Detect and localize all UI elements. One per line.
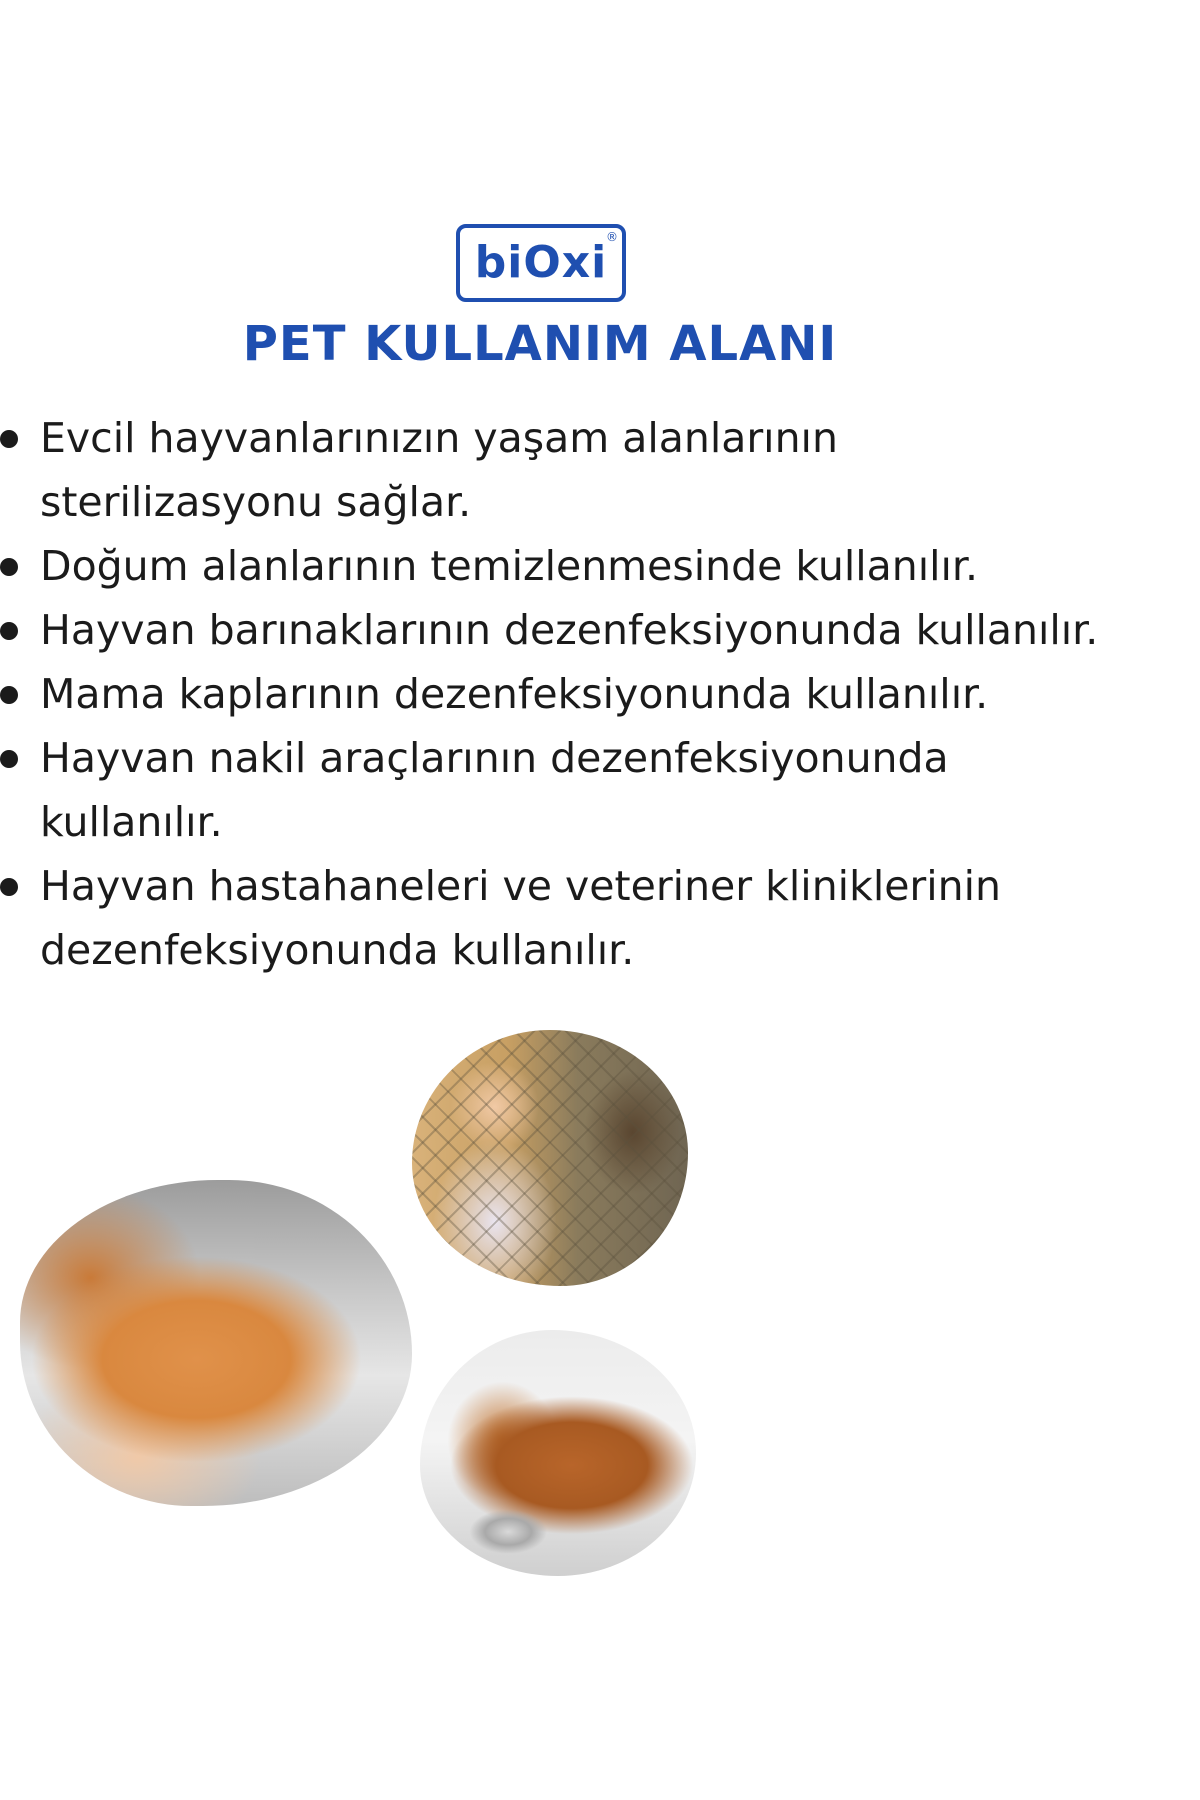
cat-photo	[20, 1180, 412, 1506]
bullet-icon	[0, 750, 18, 768]
list-item-line: Hayvan hastahaneleri ve veteriner kliniklerinin	[40, 862, 1002, 910]
brand-logo-text: biOxi	[474, 237, 608, 288]
brand-logo	[456, 224, 626, 302]
list-item-line: kullanılır.	[40, 798, 223, 846]
list-item-line: Mama kaplarının dezenfeksiyonunda kullanılır.	[40, 670, 989, 718]
usage-list	[0, 406, 1200, 982]
list-item-line: Doğum alanlarının temizlenmesinde kullanılır.	[40, 542, 979, 590]
bullet-icon	[0, 622, 18, 640]
bullet-icon	[0, 878, 18, 896]
list-item-line: dezenfeksiyonunda kullanılır.	[40, 926, 635, 974]
list-item-line: Hayvan nakil araçlarının dezenfeksiyonunda	[40, 734, 949, 782]
bullet-icon	[0, 430, 18, 448]
list-item-line: Hayvan barınaklarının dezenfeksiyonunda kullanılır.	[40, 606, 1099, 654]
list-item	[0, 598, 1200, 662]
list-item	[0, 726, 1200, 854]
list-item	[0, 406, 1200, 534]
list-item	[0, 534, 1200, 598]
list-item	[0, 854, 1200, 982]
registered-mark: ®	[606, 230, 618, 244]
page-title: PET KULLANIM ALANI	[242, 316, 838, 372]
child-shelter-photo	[412, 1030, 688, 1286]
bullet-icon	[0, 686, 18, 704]
dog-eating-photo	[420, 1330, 696, 1576]
list-item-line: Evcil hayvanlarınızın yaşam alanlarının	[40, 414, 838, 462]
list-item	[0, 662, 1200, 726]
list-item-line: sterilizasyonu sağlar.	[40, 478, 472, 526]
bullet-icon	[0, 558, 18, 576]
